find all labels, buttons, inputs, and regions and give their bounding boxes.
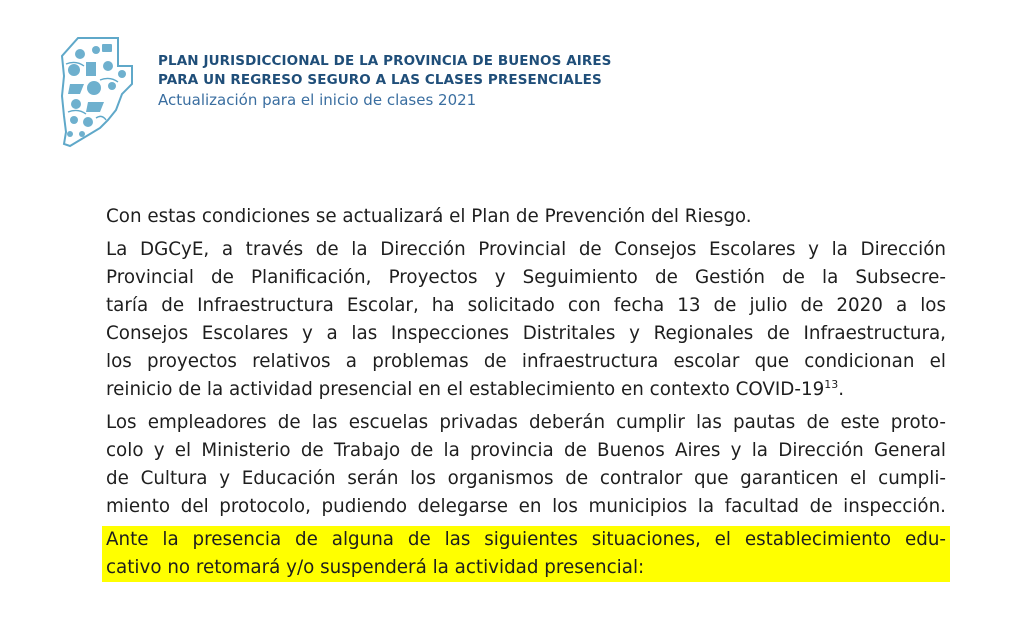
paragraph-1: [106, 203, 946, 231]
paragraph-line: miento del protocolo, pudiendo delegarse en los municipios la facultad de inspección.: [106, 496, 946, 517]
header-title-line-2: PARA UN REGRESO SEGURO A LAS CLASES PRESENCIALES: [158, 72, 602, 88]
highlighted-line: Ante la presencia de alguna de las siguientes situaciones, el establecimiento edu-: [106, 529, 946, 550]
document-header: [158, 52, 612, 110]
paragraph-line: taría de Infraestructura Escolar, ha solicitado con fecha 13 de julio de 2020 a los: [106, 295, 946, 316]
highlighted-paragraph: [102, 526, 950, 582]
paragraph-2: [106, 236, 946, 404]
paragraph-last-line: [106, 376, 946, 404]
document-body: [106, 203, 946, 587]
header-title-line-1: PLAN JURISDICCIONAL DE LA PROVINCIA DE BUENOS AIRES: [158, 53, 612, 69]
paragraph-line: Los empleadores de las escuelas privadas deberán cumplir las pautas de este proto-: [106, 412, 946, 433]
paragraph-line: Con estas condiciones se actualizará el Plan de Prevención del Riesgo.: [106, 206, 752, 227]
paragraph-line: Provincial de Planificación, Proyectos y Seguimiento de Gestión de la Subsecre-: [106, 267, 946, 288]
paragraph-line: Consejos Escolares y a las Inspecciones Distritales y Regionales de Infraestructura,: [106, 323, 946, 344]
paragraph-line: La DGCyE, a través de la Dirección Provincial de Consejos Escolares y la Dirección: [106, 239, 946, 260]
footnote-reference[interactable]: 13: [824, 377, 839, 391]
paragraph-line: de Cultura y Educación serán los organismos de contralor que garanticen el cumpli-: [106, 468, 946, 489]
paragraph-line: colo y el Ministerio de Trabajo de la provincia de Buenos Aires y la Dirección General: [106, 440, 946, 461]
sentence-end: .: [838, 379, 845, 400]
header-subtitle: Actualización para el inicio de clases 2021: [158, 91, 477, 109]
paragraph-line: los proyectos relativos a problemas de infraestructura escolar que condicionan el: [106, 351, 946, 372]
highlighted-line: cativo no retomará y/o suspenderá la actividad presencial:: [106, 557, 645, 578]
paragraph-line-text: reinicio de la actividad presencial en el establecimiento en contexto COVID-19: [106, 379, 825, 400]
province-map-logo-icon: [56, 36, 136, 148]
paragraph-3: [106, 409, 946, 521]
